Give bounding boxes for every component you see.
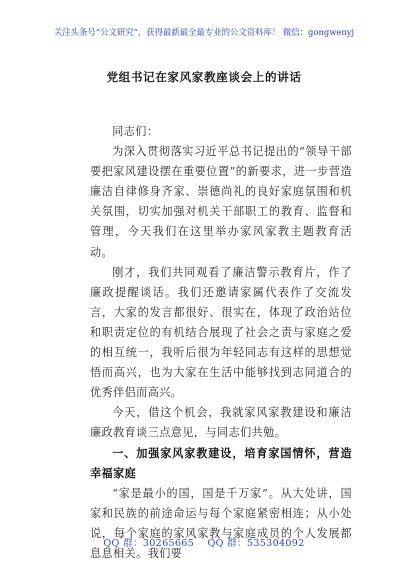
document-title: 党组书记在家风家教座谈会上的讲话 (106, 70, 302, 84)
greeting-line: 同志们： (112, 125, 159, 138)
document-body (90, 122, 352, 564)
body-paragraph-family-state: “家是最小的国，国是千万家”。从大处讲，国家和民族的前途命运与每个家庭紧密相连；从小处说，每个家庭的家风家教与家庭成员的个人发展都息息相关。我们要 (90, 486, 352, 560)
body-paragraph-intro: 为深入贯彻落实习近平总书记提出的“领导干部要把家风建设摆在重要位置”的新要求，进一步营造廉洁自律修身齐家、崇德尚礼的良好家庭氛围和机关氛围，切实加强对机关干部职工的教育、监督和管理，今天我们在这里举办家风家教主题教育活动。 (90, 145, 352, 259)
body-paragraph-activities: 刚才，我们共同观看了廉洁警示教育片，作了廉政提醒谈话。我们还邀请家属代表作了交流发言，大家的发言都很好、很实在，体现了政治站位和职责定位的有机结合展现了社会之责与家庭之爱的相互统一，我听后很为年轻同志有这样的思想觉悟而高兴，也为大家在生活中能够找到志同道合的优秀伴侣而高兴。 (90, 265, 352, 400)
body-paragraph-opinions: 今天，借这个机会，我就家风家教建设和廉洁廉政教育谈三点意见，与同志们共勉。 (90, 406, 352, 440)
footer-qq-groups: QQ 群：30265665 QQ 群：535304092 (103, 538, 305, 549)
header-promo-note: 关注头条号“公文研究”，获得最新最全最专业的公文资料库！ 微信：gongwenyj (53, 27, 355, 37)
section-heading-1: 一、加强家风家教建设，培育家国情怀，营造幸福家庭 (90, 446, 352, 480)
